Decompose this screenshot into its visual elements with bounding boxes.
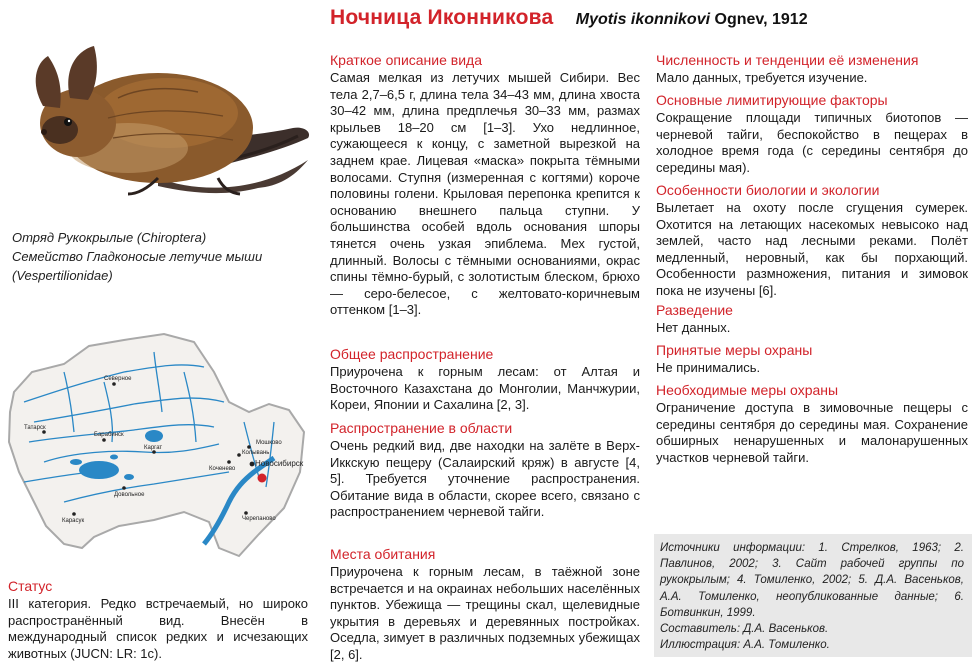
biology-text: Вылетает на охоту после сгущения сумерек. Охотится на летающих насекомых невысоко над землей, часто над лесными реками. Полёт медленный, неровный, как бы порхающий. Особенности размножения, питания и зимовок пока не изучены [6]. xyxy=(656,200,968,298)
map-label-kargat: Каргат xyxy=(144,445,163,451)
map-label-novosibirsk: Новосибирск xyxy=(255,459,304,468)
page-title xyxy=(330,6,970,36)
population-heading: Численность и тенденции её изменения xyxy=(656,52,919,68)
order-label: Отряд Рукокрылые (Chiroptera) xyxy=(12,230,207,245)
map-label-cherepanovo: Черепаново xyxy=(242,516,276,522)
description-section xyxy=(330,52,640,319)
measures-taken-section xyxy=(656,342,968,377)
factors-heading: Основные лимитирующие факторы xyxy=(656,92,888,108)
factors-section xyxy=(656,92,968,176)
breeding-heading: Разведение xyxy=(656,302,733,318)
map-label-barabinsk: Барабинск xyxy=(94,432,124,438)
status-text: III категория. Редко встречаемый, но широко распространённый вид. Внесён в международный список редких и исчезающих животных (JUCN: LR: 1c). xyxy=(8,596,308,661)
measures-taken-heading: Принятые меры охраны xyxy=(656,342,813,358)
population-text: Мало данных, требуется изучение. xyxy=(656,70,868,85)
measures-needed-text: Ограничение доступа в зимовочные пещеры с середины сентября до середины мая. Сохранение обширных ненарушенных и малонарушенных участков черневой тайги. xyxy=(656,400,968,465)
distribution-section xyxy=(330,346,640,414)
family-latin-label: (Vespertilionidae) xyxy=(12,268,113,283)
habitat-heading: Места обитания xyxy=(330,546,436,562)
map-label-kochenevo: Коченево xyxy=(209,466,236,472)
regional-section xyxy=(330,420,640,521)
map-label-severnoe: Северное xyxy=(104,376,132,382)
map-label-dovolnoe: Довольное xyxy=(114,492,145,498)
description-text: Самая мелкая из летучих мышей Сибири. Вес тела 2,7–6,5 г, длина тела 34–43 мм, длина хвоста 30–42 мм, длина предплечья 30–33 мм, размах крыльев 18–20 см [1–3]. Ухо недлинное, сужающееся к концу, с заметной вырезкой на заднем крае. Лицевая «маска» покрыта тёмными волосами. Ступня (измеренная с когтями) короче половины голени. Крыловая перепонка крепится к основанию внешнего пальца ступни. У большинства особей вдоль основания шпоры тянется очень узкая эпиблема. Мех густой, длинный. Волосы с тёмными основаниями, окрас спины тёмно-бурый, с золотистым блеском, брюхо — серо-белесое, с желтовато-коричневым оттенком [1–3]. xyxy=(330,70,640,318)
species-author: Ognev, 1912 xyxy=(714,11,808,28)
family-label: Семейство Гладконосые летучие мыши xyxy=(12,249,263,264)
distribution-map xyxy=(4,312,314,570)
habitat-section xyxy=(330,546,640,664)
bat-illustration xyxy=(8,28,320,218)
status-heading: Статус xyxy=(8,578,53,594)
map-label-kolyvan: Колывань xyxy=(242,450,270,456)
habitat-text: Приурочена к горным лесам, в таёжной зоне встречается и на окраинах небольших населённых пунктов. Убежища — трещины скал, щелевидные укрытия в деревьях и деревянных постройках. Оседла, зимует в различных подземных убежищах [2, 6]. xyxy=(330,564,640,662)
illustrator-text: Иллюстрация: А.А. Томиленко. xyxy=(660,639,830,652)
measures-needed-section xyxy=(656,382,968,466)
map-label-karasuk: Карасук xyxy=(62,518,85,524)
regional-heading: Распространение в области xyxy=(330,420,513,436)
compiler-text: Составитель: Д.А. Васеньков. xyxy=(660,623,829,636)
measures-taken-text: Не принимались. xyxy=(656,360,761,375)
species-name-russian: Ночница Иконникова xyxy=(330,6,554,29)
factors-text: Сокращение площади типичных биотопов — черневой тайги, беспокойство в пещерах в холодное время года (с середины сентября до середины мая). xyxy=(656,110,968,175)
distribution-heading: Общее распространение xyxy=(330,346,494,362)
biology-heading: Особенности биологии и экологии xyxy=(656,182,880,198)
biology-section xyxy=(656,182,968,300)
sources-box xyxy=(654,534,972,657)
map-label-moshkovo: Мошково xyxy=(256,440,282,446)
breeding-section xyxy=(656,302,968,337)
breeding-text: Нет данных. xyxy=(656,320,731,335)
measures-needed-heading: Необходимые меры охраны xyxy=(656,382,839,398)
description-heading: Краткое описание вида xyxy=(330,52,482,68)
status-section xyxy=(8,578,308,662)
map-label-tatarsk: Татарск xyxy=(24,425,46,431)
distribution-text: Приурочена к горным лесам: от Алтая и Восточного Казахстана до Монголии, Манчжурии, Кореи, Японии и Сахалина [2, 3]. xyxy=(330,364,640,413)
taxonomy xyxy=(12,228,312,285)
species-name-latin: Myotis ikonnikovi xyxy=(575,11,711,28)
sources-text: Источники информации: 1. Стрелков, 1963; 2. Павлинов, 2002; 3. Сайт рабочей группы по рукокрылым; 4. Томиленко, 2002; 5. Д.А. Васеньков, А.А. Томиленко, неопубликованные данные; 6. Ботвинкин, 1999. xyxy=(660,542,964,619)
finding-marker xyxy=(258,474,267,483)
population-section xyxy=(656,52,968,87)
regional-text: Очень редкий вид, две находки на залёте в Верх-Иккскую пещеру (Салаирский кряж) в августе [4, 5]. Требуется уточнение распространения. Обитание вида в области, скорее всего, связано с распространением черневой тайги. xyxy=(330,438,640,520)
